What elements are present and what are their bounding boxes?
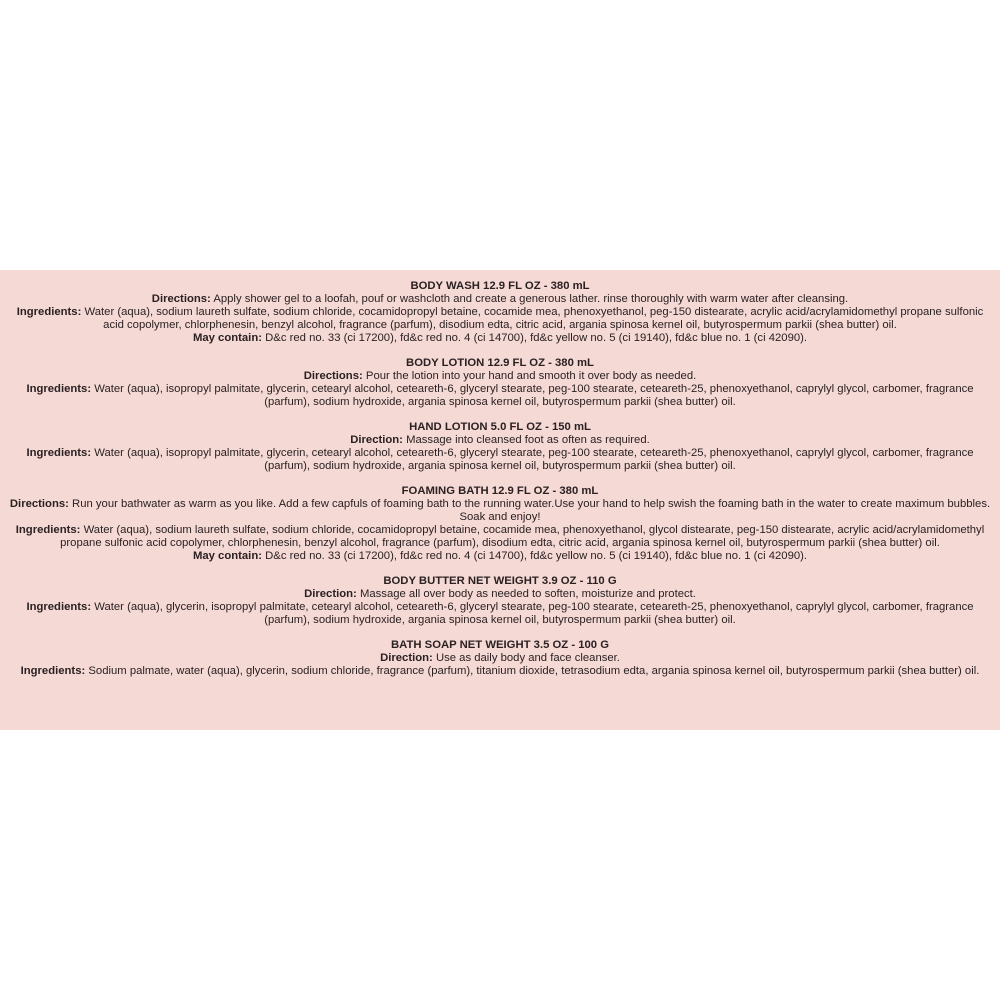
directions-key: Direction: <box>304 588 357 600</box>
may-contain-key: May contain: <box>192 550 262 562</box>
ingredients-text: Water (aqua), glycerin, isopropyl palmitate, cetearyl alcohol, ceteareth-6, glyceryl stearate, peg-100 stearate, ceteareth-25, phenoxyethanol, caprylyl glycol, carbomer, fragrance (parfum), sodium hydroxide, argania spinosa kernel oil, butyrospermum parkii (shea butter) oil. <box>94 601 974 626</box>
directions-text: Apply shower gel to a loofah, pouf or washcloth and create a generous lather. rinse thoroughly with warm water after cleansing. <box>213 293 849 305</box>
may-contain-text: D&c red no. 33 (ci 17200), fd&c red no. 4 (ci 14700), fd&c yellow no. 5 (ci 19140), fd&c blue no. 1 (ci 42090). <box>265 550 808 562</box>
ingredients-line <box>8 524 992 550</box>
ingredients-key: Ingredients: <box>26 601 92 613</box>
ingredients-key: Ingredients: <box>26 383 92 395</box>
ingredients-text: Water (aqua), sodium laureth sulfate, sodium chloride, cocamidopropyl betaine, cocamide mea, phenoxyethanol, peg-150 distearate, acrylic acid/acrylamidomethyl propane sulfonic acid copolymer, chlorphenesin, benzyl alcohol, fragrance (parfum), disodium edta, citric acid, argania spinosa kernel oil, butyrospermum parkii (shea butter) oil. <box>84 306 984 331</box>
ingredients-text: Water (aqua), sodium laureth sulfate, sodium chloride, cocamidopropyl betaine, cocamide mea, phenoxyethanol, glycol distearate, peg-150 distearate, acrylic acid/acrylamidomethyl propane sulfonic acid copolymer, chlorphenesin, benzyl alcohol, fragrance (parfum), disodium edta, citric acid, argania spinosa kernel oil, butyrospermum parkii (shea butter) oil. <box>60 524 985 549</box>
directions-text: Run your bathwater as warm as you like. Add a few capfuls of foaming bath to the running water.Use your hand to help swish the foaming bath in the water to create maximum bubbles. Soak and enjoy! <box>72 498 991 523</box>
product-hand-lotion <box>8 421 992 473</box>
directions-key: Directions: <box>9 498 69 510</box>
directions-text: Massage all over body as needed to soften, moisturize and protect. <box>359 588 696 600</box>
product-title: BATH SOAP NET WEIGHT 3.5 OZ - 100 G <box>390 639 610 651</box>
may-contain-line <box>8 550 992 563</box>
directions-text: Use as daily body and face cleanser. <box>435 652 620 664</box>
ingredients-label-panel <box>0 270 1000 730</box>
directions-key: Directions: <box>303 370 363 382</box>
directions-key: Direction: <box>350 434 403 446</box>
may-contain-line <box>8 332 992 345</box>
product-body-wash <box>8 280 992 345</box>
ingredients-key: Ingredients: <box>15 524 81 536</box>
directions-text: Massage into cleansed foot as often as required. <box>406 434 650 446</box>
ingredients-text: Water (aqua), isopropyl palmitate, glycerin, cetearyl alcohol, ceteareth-6, glyceryl stearate, peg-100 stearate, ceteareth-25, phenoxyethanol, caprylyl glycol, carbomer, fragrance (parfum), sodium hydroxide, argania spinosa kernel oil, butyrospermum parkii (shea butter) oil. <box>94 447 974 472</box>
ingredients-key: Ingredients: <box>20 665 86 677</box>
ingredients-line <box>8 383 992 409</box>
ingredients-line <box>8 665 992 678</box>
product-bath-soap <box>8 639 992 678</box>
may-contain-text: D&c red no. 33 (ci 17200), fd&c red no. 4 (ci 14700), fd&c yellow no. 5 (ci 19140), fd&c blue no. 1 (ci 42090). <box>265 332 808 344</box>
ingredients-line <box>8 306 992 332</box>
directions-text: Pour the lotion into your hand and smooth it over body as needed. <box>365 370 697 382</box>
product-title: BODY BUTTER NET WEIGHT 3.9 OZ - 110 G <box>383 575 617 587</box>
directions-line <box>8 293 992 306</box>
product-title: HAND LOTION 5.0 FL OZ - 150 mL <box>409 421 591 433</box>
ingredients-key: Ingredients: <box>26 447 92 459</box>
product-foaming-bath <box>8 485 992 563</box>
ingredients-key: Ingredients: <box>16 306 82 318</box>
directions-line <box>8 588 992 601</box>
ingredients-line <box>8 601 992 627</box>
product-title: BODY LOTION 12.9 FL OZ - 380 mL <box>406 357 594 369</box>
directions-line <box>8 434 992 447</box>
product-title: BODY WASH 12.9 FL OZ - 380 mL <box>410 280 590 292</box>
directions-key: Directions: <box>151 293 211 305</box>
product-body-lotion <box>8 357 992 409</box>
ingredients-text: Water (aqua), isopropyl palmitate, glycerin, cetearyl alcohol, ceteareth-6, glyceryl stearate, peg-100 stearate, ceteareth-25, phenoxyethanol, caprylyl glycol, carbomer, fragrance (parfum), sodium hydroxide, argania spinosa kernel oil, butyrospermum parkii (shea butter) oil. <box>94 383 974 408</box>
may-contain-key: May contain: <box>192 332 262 344</box>
directions-line <box>8 370 992 383</box>
directions-line <box>8 498 992 524</box>
ingredients-text: Sodium palmate, water (aqua), glycerin, sodium chloride, fragrance (parfum), titanium dioxide, tetrasodium edta, argania spinosa kernel oil, butyrospermum parkii (shea butter) oil. <box>88 665 980 677</box>
ingredients-line <box>8 447 992 473</box>
product-title: FOAMING BATH 12.9 FL OZ - 380 mL <box>401 485 599 497</box>
directions-line <box>8 652 992 665</box>
product-body-butter <box>8 575 992 627</box>
directions-key: Direction: <box>380 652 433 664</box>
